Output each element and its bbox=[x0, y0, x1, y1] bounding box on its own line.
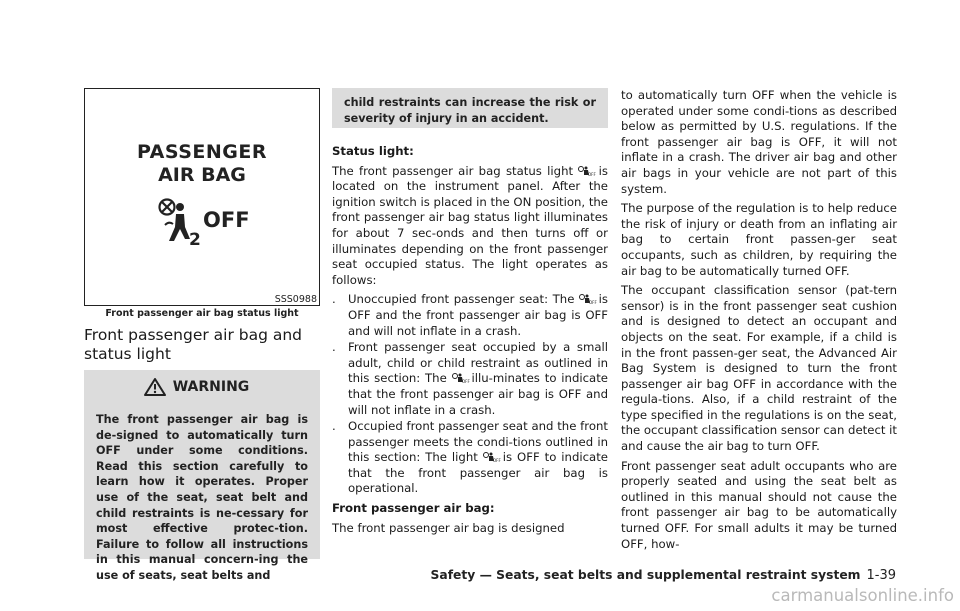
airbag-heading: Front passenger air bag: bbox=[332, 501, 495, 516]
page-footer bbox=[431, 568, 896, 583]
passenger-airbag-off-icon bbox=[157, 197, 201, 250]
paragraph: The purpose of the regulation is to help reduce the risk of injury or death from an inflating air bag to certain front passen-ger seat occupants, such as children, by requiring the air bag to be automatically turned OFF. bbox=[621, 201, 897, 278]
status-paragraph: The front passenger air bag status light OFF is located on the instrument panel. After the ignition switch is placed in the ON position, the front passenger air bag status light illuminates for about 7 sec-onds and then turns off or illuminates depending on the front passenger seat occupied status. The light operates as follows: bbox=[332, 163, 609, 287]
watermark: carmanualsonline.info bbox=[771, 586, 954, 605]
list-item: . Occupied front passenger seat and the front passenger meets the condi-tions outlined in this section: The light OFF is OFF to indicate that the front passenger air bag is operational. bbox=[332, 419, 608, 496]
list-item: . Front passenger seat occupied by a small adult, child or child restraint as outlined in this section: The OFF illu-minates to indicate that the front passenger air bag is OFF and will not inflate in a crash. bbox=[332, 340, 608, 417]
svg-text:OFF: OFF bbox=[492, 458, 501, 464]
passenger-airbag-off-icon bbox=[452, 373, 470, 385]
page-number: 1-39 bbox=[866, 568, 896, 583]
status-light-figure bbox=[84, 88, 320, 306]
warning-box bbox=[84, 370, 320, 582]
warning-continued-text: child restraints can increase the risk or severity of injury in an accident. bbox=[344, 96, 596, 125]
paragraph: Front passenger seat adult occupants who are properly seated and using the seat belt as outlined in this manual should not cause the front passenger air bag to be automatically turned OFF. For small adults it may be turned OFF, how- bbox=[621, 458, 897, 551]
paragraph: The occupant classification sensor (pat-tern sensor) is in the front passenger seat cushion and is designed to detect an occupant and objects on the seat. For example, if a child is in the front passen-ger seat, the Advanced Air Bag System is designed to turn the front passenger air bag OFF in accordance with the regula-tions. Also, if a child restraint of the type specified in the regulations is on the seat, the occupant classification sensor can detect it and cause the air bag to turn OFF. bbox=[621, 283, 897, 454]
passenger-airbag-off-icon bbox=[578, 166, 597, 177]
figure-off-label: OFF bbox=[203, 208, 250, 232]
footer-section-title: Safety — Seats, seat belts and supplemental restraint system bbox=[430, 568, 861, 582]
passenger-airbag-off-icon bbox=[483, 452, 501, 464]
figure-title-line2: AIR BAG bbox=[158, 164, 246, 186]
warning-label: WARNING bbox=[172, 379, 250, 395]
warning-continued-box bbox=[332, 88, 608, 128]
list-item: . Unoccupied front passenger seat: The OFF is OFF and the front passenger air bag is OFF and will not inflate in a crash. bbox=[332, 292, 608, 338]
airbag-paragraph: The front passenger air bag is designed bbox=[332, 520, 565, 535]
column-2-text bbox=[332, 144, 608, 540]
section-heading: Front passenger air bag and status light bbox=[84, 326, 303, 363]
svg-text:OFF: OFF bbox=[589, 300, 597, 306]
svg-text:OFF: OFF bbox=[588, 171, 597, 177]
figure-code: SSS0988 bbox=[274, 294, 317, 305]
svg-text:2: 2 bbox=[189, 230, 201, 250]
svg-text:OFF: OFF bbox=[461, 379, 470, 385]
figure-caption: Front passenger air bag status light bbox=[105, 308, 299, 319]
paragraph: to automatically turn OFF when the vehicle is operated under some condi-tions as described below as permitted by U.S. regulations. If the front passenger air bag is OFF, it will not inflate in a crash. The driver air bag and other air bags in your vehicle are not part of this system. bbox=[621, 88, 897, 196]
passenger-airbag-off-icon bbox=[579, 294, 597, 306]
column-3-text bbox=[621, 88, 897, 556]
warning-text: The front passenger air bag is de-signed to automatically turn OFF under some conditions. Read this section carefully to learn how it operates. Proper use of the seat, seat belt and child restraints is ne-cessary for most effective protec-tion. Failure to follow all instructions in this manual concern-ing the use of seats, seat belts and bbox=[96, 413, 308, 582]
status-heading: Status light: bbox=[332, 144, 414, 158]
figure-title-line1: PASSENGER bbox=[137, 141, 267, 163]
